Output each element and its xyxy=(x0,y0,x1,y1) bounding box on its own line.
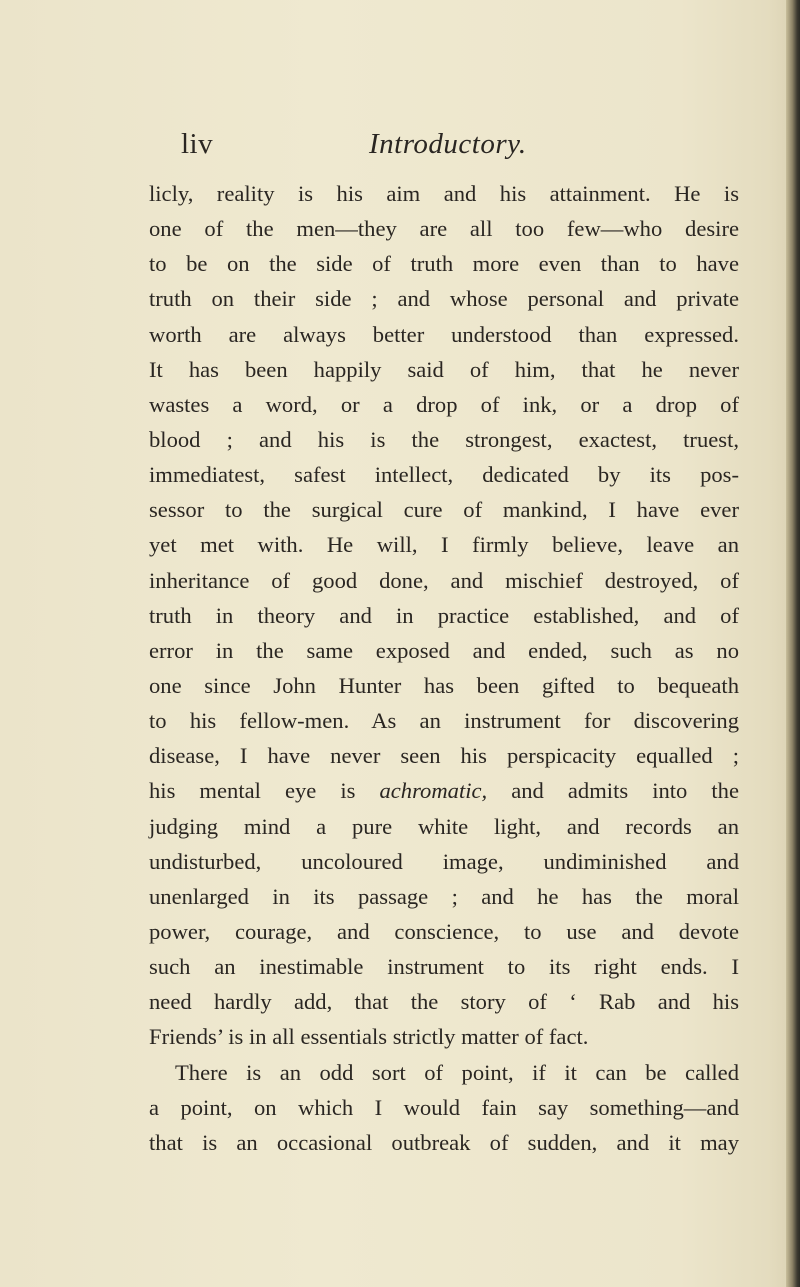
running-title: Introductory. xyxy=(369,128,527,160)
text-line-10: sessor to the surgical cure of mankind, I have ever xyxy=(149,497,739,523)
text-line-7: wastes a word, or a drop of ink, or a drop of xyxy=(149,391,739,417)
text-line-17: disease, I have never seen his perspicacity equalled ; xyxy=(149,743,739,769)
text-line-8: blood ; and his is the strongest, exactest, truest, xyxy=(149,426,739,452)
italic-word: achromatic, xyxy=(379,778,488,804)
text-line-19: judging mind a pure white light, and records an xyxy=(149,813,739,839)
text-line-18 xyxy=(149,773,739,808)
text-line-11: yet met with. He will, I firmly believe, leave an xyxy=(149,532,739,558)
text-line-9: immediatest, safest intellect, dedicated by its pos- xyxy=(149,462,739,488)
text-line-13: truth in theory and in practice established, and of xyxy=(149,602,739,628)
text-line-5: worth are always better understood than expressed. xyxy=(149,321,739,347)
paragraph-2-line-3: that is an occasional outbreak of sudden, and it may xyxy=(149,1129,739,1155)
page-edge-shadow xyxy=(786,0,800,1287)
text-line-6: It has been happily said of him, that he never xyxy=(149,356,739,382)
text-line-22: power, courage, and conscience, to use and devote xyxy=(149,918,739,944)
text-line-16: to his fellow-men. As an instrument for discovering xyxy=(149,708,739,734)
text-line-18-end: and admits into the xyxy=(487,778,739,804)
text-line-24: need hardly add, that the story of ‘ Rab and his xyxy=(149,989,739,1015)
page-header xyxy=(181,128,741,168)
page-number: liv xyxy=(181,128,214,160)
body-text xyxy=(149,176,739,1160)
text-line-25: Friends’ is in all essentials strictly matter of fact. xyxy=(149,1024,589,1050)
text-line-23: such an inestimable instrument to its right ends. I xyxy=(149,954,739,980)
text-line-1: licly, reality is his aim and his attainment. He is xyxy=(149,181,739,206)
text-line-12: inheritance of good done, and mischief destroyed, of xyxy=(149,567,739,593)
paragraph-2-line-1: There is an odd sort of point, if it can be called xyxy=(175,1059,739,1085)
text-line-4: truth on their side ; and whose personal and private xyxy=(149,286,739,312)
text-line-2: one of the men—they are all too few—who desire xyxy=(149,216,739,242)
text-line-18-start: his mental eye is xyxy=(149,778,380,804)
text-line-15: one since John Hunter has been gifted to bequeath xyxy=(149,672,739,698)
text-line-14: error in the same exposed and ended, such as no xyxy=(149,637,739,663)
text-line-3: to be on the side of truth more even than to have xyxy=(149,251,739,277)
text-line-21: unenlarged in its passage ; and he has the moral xyxy=(149,883,739,909)
text-line-20: undisturbed, uncoloured image, undiminished and xyxy=(149,848,739,874)
paragraph-2-line-2: a point, on which I would fain say something—and xyxy=(149,1094,739,1120)
